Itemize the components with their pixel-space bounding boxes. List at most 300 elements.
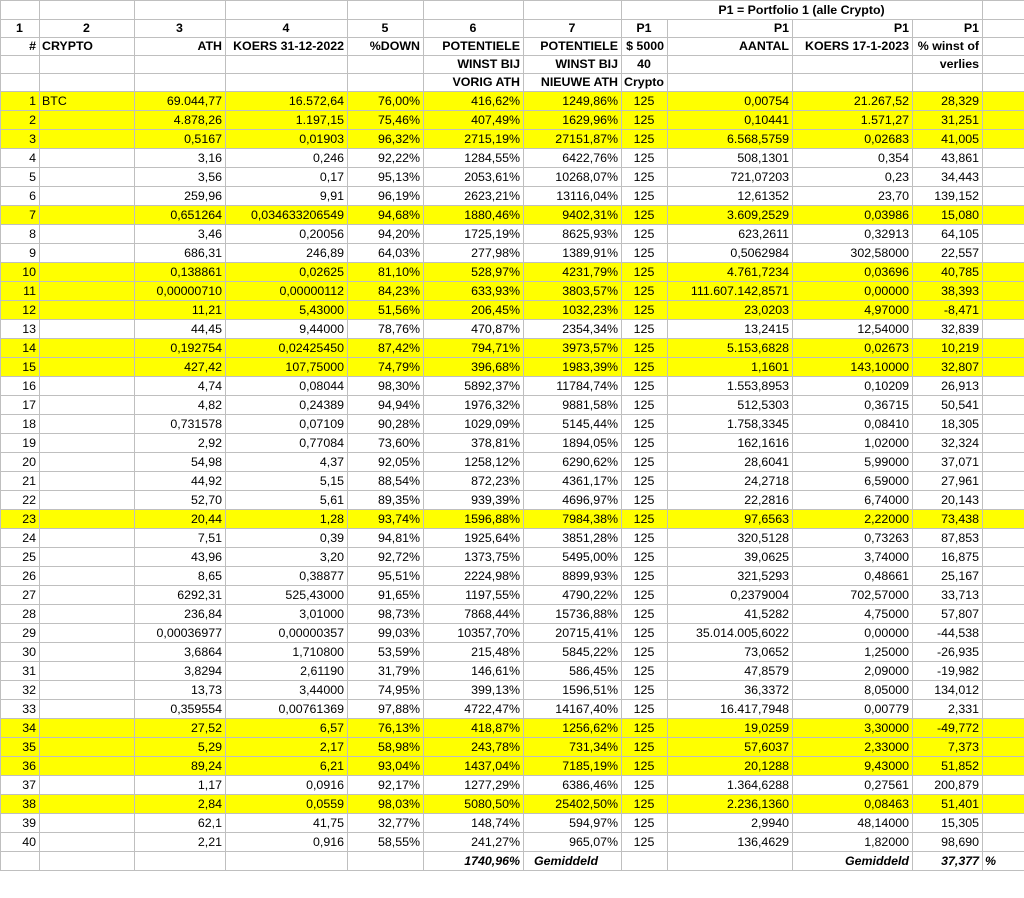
cell-aantal[interactable]: 0,2379004 xyxy=(668,586,793,605)
col-number[interactable]: 2 xyxy=(40,20,135,38)
cell-koers-now[interactable]: 1.571,27 xyxy=(793,111,913,130)
col-number[interactable]: 5 xyxy=(348,20,424,38)
cell-pot-nieuw[interactable]: 11784,74% xyxy=(524,377,622,396)
cell-index[interactable]: 37 xyxy=(1,776,40,795)
cell-down[interactable]: 94,20% xyxy=(348,225,424,244)
cell-ath[interactable]: 69.044,77 xyxy=(135,92,226,111)
cell-pot-nieuw[interactable]: 25402,50% xyxy=(524,795,622,814)
cell-down[interactable]: 51,56% xyxy=(348,301,424,320)
cell-index[interactable]: 13 xyxy=(1,320,40,339)
cell-aantal[interactable]: 320,5128 xyxy=(668,529,793,548)
cell-koers-now[interactable]: 12,54000 xyxy=(793,320,913,339)
cell-pot-vorig[interactable]: 146,61% xyxy=(424,662,524,681)
cell-crypto[interactable] xyxy=(40,643,135,662)
cell-aantal[interactable]: 36,3372 xyxy=(668,681,793,700)
cell-invest[interactable]: 125 xyxy=(622,453,668,472)
cell-koers-now[interactable]: 9,43000 xyxy=(793,757,913,776)
cell-winst[interactable]: 15,080 xyxy=(913,206,983,225)
cell-invest[interactable]: 125 xyxy=(622,415,668,434)
cell-koers[interactable]: 0,39 xyxy=(226,529,348,548)
cell-crypto[interactable] xyxy=(40,719,135,738)
cell[interactable] xyxy=(668,74,793,92)
cell-pot-vorig[interactable]: 939,39% xyxy=(424,491,524,510)
cell-invest[interactable]: 125 xyxy=(622,339,668,358)
header-down[interactable]: %DOWN xyxy=(348,38,424,56)
cell-index[interactable]: 4 xyxy=(1,149,40,168)
cell-crypto[interactable] xyxy=(40,339,135,358)
cell[interactable] xyxy=(793,56,913,74)
cell-aantal[interactable]: 1.758,3345 xyxy=(668,415,793,434)
cell-down[interactable]: 96,32% xyxy=(348,130,424,149)
cell[interactable] xyxy=(135,74,226,92)
cell-koers-now[interactable]: 302,58000 xyxy=(793,244,913,263)
cell[interactable] xyxy=(983,814,1024,833)
cell-aantal[interactable]: 20,1288 xyxy=(668,757,793,776)
cell-pot-nieuw[interactable]: 1894,05% xyxy=(524,434,622,453)
cell-pot-nieuw[interactable]: 586,45% xyxy=(524,662,622,681)
cell[interactable] xyxy=(524,1,622,20)
cell-aantal[interactable]: 0,5062984 xyxy=(668,244,793,263)
header-invest-3[interactable]: Crypto xyxy=(622,74,668,92)
cell[interactable] xyxy=(983,130,1024,149)
header-invest[interactable]: $ 5000 xyxy=(622,38,668,56)
cell-winst[interactable]: 18,305 xyxy=(913,415,983,434)
cell[interactable] xyxy=(983,92,1024,111)
cell-pot-nieuw[interactable]: 15736,88% xyxy=(524,605,622,624)
cell-koers-now[interactable]: 702,57000 xyxy=(793,586,913,605)
cell-down[interactable]: 94,81% xyxy=(348,529,424,548)
cell[interactable] xyxy=(40,1,135,20)
cell-winst[interactable]: 32,807 xyxy=(913,358,983,377)
cell-koers-now[interactable]: 2,22000 xyxy=(793,510,913,529)
cell[interactable] xyxy=(1,56,40,74)
cell-index[interactable]: 6 xyxy=(1,187,40,206)
cell-crypto[interactable] xyxy=(40,700,135,719)
cell-down[interactable]: 76,13% xyxy=(348,719,424,738)
cell-index[interactable]: 18 xyxy=(1,415,40,434)
cell-pot-nieuw[interactable]: 13116,04% xyxy=(524,187,622,206)
cell[interactable] xyxy=(1,74,40,92)
cell[interactable] xyxy=(983,662,1024,681)
cell-down[interactable]: 96,19% xyxy=(348,187,424,206)
cell-index[interactable]: 19 xyxy=(1,434,40,453)
cell-pot-nieuw[interactable]: 3803,57% xyxy=(524,282,622,301)
cell-invest[interactable]: 125 xyxy=(622,795,668,814)
cell-koers[interactable]: 6,57 xyxy=(226,719,348,738)
cell-ath[interactable]: 427,42 xyxy=(135,358,226,377)
cell-down[interactable]: 97,88% xyxy=(348,700,424,719)
cell-winst[interactable]: 15,305 xyxy=(913,814,983,833)
cell[interactable] xyxy=(983,738,1024,757)
cell-koers[interactable]: 1.197,15 xyxy=(226,111,348,130)
cell-koers-now[interactable]: 5,99000 xyxy=(793,453,913,472)
cell-crypto[interactable] xyxy=(40,206,135,225)
cell-pot-vorig[interactable]: 396,68% xyxy=(424,358,524,377)
cell-koers[interactable]: 0,00000357 xyxy=(226,624,348,643)
cell-ath[interactable]: 7,51 xyxy=(135,529,226,548)
cell-aantal[interactable]: 162,1616 xyxy=(668,434,793,453)
cell-winst[interactable]: 22,557 xyxy=(913,244,983,263)
cell-pot-nieuw[interactable]: 6422,76% xyxy=(524,149,622,168)
cell-winst[interactable]: 33,713 xyxy=(913,586,983,605)
col-number[interactable]: P1 xyxy=(668,20,793,38)
cell-down[interactable]: 88,54% xyxy=(348,472,424,491)
cell-winst[interactable]: 28,329 xyxy=(913,92,983,111)
cell-pot-vorig[interactable]: 418,87% xyxy=(424,719,524,738)
cell-index[interactable]: 5 xyxy=(1,168,40,187)
cell[interactable] xyxy=(40,74,135,92)
cell-invest[interactable]: 125 xyxy=(622,624,668,643)
cell-down[interactable]: 78,76% xyxy=(348,320,424,339)
cell-crypto[interactable] xyxy=(40,757,135,776)
cell[interactable] xyxy=(983,1,1024,20)
cell-koers[interactable]: 1,710800 xyxy=(226,643,348,662)
header-pot-nieuw-3[interactable]: NIEUWE ATH xyxy=(524,74,622,92)
cell-down[interactable]: 93,74% xyxy=(348,510,424,529)
cell-winst[interactable]: 139,152 xyxy=(913,187,983,206)
cell-index[interactable]: 11 xyxy=(1,282,40,301)
cell[interactable] xyxy=(424,1,524,20)
cell-ath[interactable]: 3,8294 xyxy=(135,662,226,681)
cell[interactable] xyxy=(1,1,40,20)
cell-ath[interactable]: 0,00036977 xyxy=(135,624,226,643)
cell-pot-vorig[interactable]: 470,87% xyxy=(424,320,524,339)
cell-down[interactable]: 87,42% xyxy=(348,339,424,358)
cell-ath[interactable]: 0,731578 xyxy=(135,415,226,434)
cell-koers[interactable]: 0,07109 xyxy=(226,415,348,434)
cell-down[interactable]: 74,95% xyxy=(348,681,424,700)
cell-index[interactable]: 8 xyxy=(1,225,40,244)
cell-koers[interactable]: 16.572,64 xyxy=(226,92,348,111)
cell-invest[interactable]: 125 xyxy=(622,263,668,282)
cell-crypto[interactable] xyxy=(40,795,135,814)
cell-aantal[interactable]: 16.417,7948 xyxy=(668,700,793,719)
cell[interactable] xyxy=(226,74,348,92)
cell-koers-now[interactable]: 4,97000 xyxy=(793,301,913,320)
cell-pot-vorig[interactable]: 872,23% xyxy=(424,472,524,491)
cell-crypto[interactable] xyxy=(40,244,135,263)
cell-ath[interactable]: 2,84 xyxy=(135,795,226,814)
cell-invest[interactable]: 125 xyxy=(622,206,668,225)
cell[interactable] xyxy=(983,301,1024,320)
cell-pot-vorig[interactable]: 528,97% xyxy=(424,263,524,282)
cell-invest[interactable]: 125 xyxy=(622,130,668,149)
cell-ath[interactable]: 0,359554 xyxy=(135,700,226,719)
cell-index[interactable]: 39 xyxy=(1,814,40,833)
cell-koers-now[interactable]: 3,30000 xyxy=(793,719,913,738)
cell-down[interactable]: 73,60% xyxy=(348,434,424,453)
cell-crypto[interactable] xyxy=(40,738,135,757)
cell-down[interactable]: 84,23% xyxy=(348,282,424,301)
cell-crypto[interactable] xyxy=(40,814,135,833)
cell-koers-now[interactable]: 4,75000 xyxy=(793,605,913,624)
cell-index[interactable]: 27 xyxy=(1,586,40,605)
cell-pot-nieuw[interactable]: 965,07% xyxy=(524,833,622,852)
cell-pot-vorig[interactable]: 1029,09% xyxy=(424,415,524,434)
cell-ath[interactable]: 5,29 xyxy=(135,738,226,757)
cell[interactable] xyxy=(983,719,1024,738)
cell[interactable] xyxy=(793,74,913,92)
cell-ath[interactable]: 4,82 xyxy=(135,396,226,415)
cell-pot-nieuw[interactable]: 6386,46% xyxy=(524,776,622,795)
cell-invest[interactable]: 125 xyxy=(622,700,668,719)
cell-invest[interactable]: 125 xyxy=(622,396,668,415)
cell-invest[interactable]: 125 xyxy=(622,472,668,491)
cell-winst[interactable]: 57,807 xyxy=(913,605,983,624)
cell-index[interactable]: 21 xyxy=(1,472,40,491)
cell-ath[interactable]: 3,6864 xyxy=(135,643,226,662)
cell[interactable] xyxy=(983,643,1024,662)
cell-koers[interactable]: 0,08044 xyxy=(226,377,348,396)
cell-ath[interactable]: 2,92 xyxy=(135,434,226,453)
cell-ath[interactable]: 11,21 xyxy=(135,301,226,320)
cell-down[interactable]: 98,73% xyxy=(348,605,424,624)
cell-ath[interactable]: 62,1 xyxy=(135,814,226,833)
cell-ath[interactable]: 686,31 xyxy=(135,244,226,263)
cell-pot-vorig[interactable]: 4722,47% xyxy=(424,700,524,719)
cell-pot-nieuw[interactable]: 20715,41% xyxy=(524,624,622,643)
cell-pot-nieuw[interactable]: 5495,00% xyxy=(524,548,622,567)
cell-down[interactable]: 95,51% xyxy=(348,567,424,586)
cell-ath[interactable]: 52,70 xyxy=(135,491,226,510)
cell-winst[interactable]: 34,443 xyxy=(913,168,983,187)
cell-pot-nieuw[interactable]: 1983,39% xyxy=(524,358,622,377)
cell-index[interactable]: 12 xyxy=(1,301,40,320)
cell-koers[interactable]: 3,44000 xyxy=(226,681,348,700)
cell-pot-nieuw[interactable]: 2354,34% xyxy=(524,320,622,339)
cell-down[interactable]: 64,03% xyxy=(348,244,424,263)
cell-aantal[interactable]: 47,8579 xyxy=(668,662,793,681)
cell-koers[interactable]: 0,02425450 xyxy=(226,339,348,358)
cell-koers[interactable]: 5,15 xyxy=(226,472,348,491)
cell-pot-nieuw[interactable]: 4361,17% xyxy=(524,472,622,491)
cell-koers[interactable]: 0,20056 xyxy=(226,225,348,244)
cell-koers-now[interactable]: 2,33000 xyxy=(793,738,913,757)
cell-aantal[interactable]: 39,0625 xyxy=(668,548,793,567)
cell-index[interactable]: 9 xyxy=(1,244,40,263)
cell-index[interactable]: 17 xyxy=(1,396,40,415)
col-number[interactable]: P1 xyxy=(913,20,983,38)
cell-crypto[interactable] xyxy=(40,377,135,396)
cell-ath[interactable]: 27,52 xyxy=(135,719,226,738)
cell-pot-nieuw[interactable]: 3851,28% xyxy=(524,529,622,548)
cell-pot-vorig[interactable]: 1197,55% xyxy=(424,586,524,605)
average-label[interactable]: Gemiddeld xyxy=(524,852,622,871)
cell-aantal[interactable]: 136,4629 xyxy=(668,833,793,852)
cell-koers[interactable]: 0,0916 xyxy=(226,776,348,795)
cell-koers[interactable]: 0,01903 xyxy=(226,130,348,149)
cell-pot-vorig[interactable]: 10357,70% xyxy=(424,624,524,643)
cell[interactable] xyxy=(983,510,1024,529)
cell-aantal[interactable]: 13,2415 xyxy=(668,320,793,339)
cell-ath[interactable]: 0,138861 xyxy=(135,263,226,282)
cell-pot-nieuw[interactable]: 1596,51% xyxy=(524,681,622,700)
cell-crypto[interactable] xyxy=(40,320,135,339)
cell-crypto[interactable] xyxy=(40,301,135,320)
cell-index[interactable]: 10 xyxy=(1,263,40,282)
cell-koers[interactable]: 0,0559 xyxy=(226,795,348,814)
cell-invest[interactable]: 125 xyxy=(622,187,668,206)
cell-crypto[interactable] xyxy=(40,187,135,206)
cell-crypto[interactable] xyxy=(40,833,135,852)
cell-pot-nieuw[interactable]: 1256,62% xyxy=(524,719,622,738)
cell-index[interactable]: 40 xyxy=(1,833,40,852)
cell-koers[interactable]: 0,24389 xyxy=(226,396,348,415)
header-winst-2[interactable]: verlies xyxy=(913,56,983,74)
cell-koers-now[interactable]: 0,02673 xyxy=(793,339,913,358)
col-number[interactable]: 6 xyxy=(424,20,524,38)
cell-index[interactable]: 36 xyxy=(1,757,40,776)
cell[interactable] xyxy=(135,56,226,74)
header-koers-now[interactable]: KOERS 17-1-2023 xyxy=(793,38,913,56)
cell-pot-vorig[interactable]: 2224,98% xyxy=(424,567,524,586)
cell-pot-vorig[interactable]: 378,81% xyxy=(424,434,524,453)
cell-koers-now[interactable]: 1,25000 xyxy=(793,643,913,662)
cell-koers[interactable]: 6,21 xyxy=(226,757,348,776)
cell-pot-vorig[interactable]: 241,27% xyxy=(424,833,524,852)
cell-winst[interactable]: 10,219 xyxy=(913,339,983,358)
cell-aantal[interactable]: 57,6037 xyxy=(668,738,793,757)
cell-winst[interactable]: -26,935 xyxy=(913,643,983,662)
cell-down[interactable]: 94,94% xyxy=(348,396,424,415)
cell-winst[interactable]: 51,852 xyxy=(913,757,983,776)
cell-koers-now[interactable]: 0,08463 xyxy=(793,795,913,814)
cell-crypto[interactable] xyxy=(40,510,135,529)
cell-winst[interactable]: 26,913 xyxy=(913,377,983,396)
col-number[interactable]: P1 xyxy=(793,20,913,38)
cell[interactable] xyxy=(348,852,424,871)
cell-koers[interactable]: 0,17 xyxy=(226,168,348,187)
cell-koers-now[interactable]: 0,73263 xyxy=(793,529,913,548)
cell-invest[interactable]: 125 xyxy=(622,586,668,605)
cell-koers-now[interactable]: 0,03986 xyxy=(793,206,913,225)
cell-aantal[interactable]: 2,9940 xyxy=(668,814,793,833)
cell-pot-vorig[interactable]: 2715,19% xyxy=(424,130,524,149)
cell-aantal[interactable]: 12,61352 xyxy=(668,187,793,206)
cell-pot-nieuw[interactable]: 10268,07% xyxy=(524,168,622,187)
cell-koers[interactable]: 1,28 xyxy=(226,510,348,529)
cell-koers-now[interactable]: 6,59000 xyxy=(793,472,913,491)
cell-koers-now[interactable]: 143,10000 xyxy=(793,358,913,377)
cell-koers-now[interactable]: 0,02683 xyxy=(793,130,913,149)
cell-ath[interactable]: 0,192754 xyxy=(135,339,226,358)
cell[interactable] xyxy=(983,320,1024,339)
cell-crypto[interactable] xyxy=(40,662,135,681)
cell-aantal[interactable]: 5.153,6828 xyxy=(668,339,793,358)
cell-down[interactable]: 93,04% xyxy=(348,757,424,776)
cell-index[interactable]: 20 xyxy=(1,453,40,472)
cell-koers[interactable]: 525,43000 xyxy=(226,586,348,605)
cell[interactable] xyxy=(226,852,348,871)
cell-winst[interactable]: -49,772 xyxy=(913,719,983,738)
cell-index[interactable]: 22 xyxy=(1,491,40,510)
cell-koers-now[interactable]: 21.267,52 xyxy=(793,92,913,111)
cell-aantal[interactable]: 4.761,7234 xyxy=(668,263,793,282)
cell-aantal[interactable]: 41,5282 xyxy=(668,605,793,624)
cell-winst[interactable]: 27,961 xyxy=(913,472,983,491)
cell-pot-nieuw[interactable]: 27151,87% xyxy=(524,130,622,149)
cell-index[interactable]: 34 xyxy=(1,719,40,738)
cell-invest[interactable]: 125 xyxy=(622,757,668,776)
cell-ath[interactable]: 1,17 xyxy=(135,776,226,795)
cell-pot-vorig[interactable]: 2053,61% xyxy=(424,168,524,187)
portfolio-title[interactable]: P1 = Portfolio 1 (alle Crypto) xyxy=(622,1,983,20)
cell[interactable] xyxy=(668,852,793,871)
cell-aantal[interactable]: 512,5303 xyxy=(668,396,793,415)
cell-crypto[interactable] xyxy=(40,548,135,567)
cell-koers-now[interactable]: 8,05000 xyxy=(793,681,913,700)
cell[interactable] xyxy=(983,434,1024,453)
cell-koers[interactable]: 0,034633206549 xyxy=(226,206,348,225)
cell-invest[interactable]: 125 xyxy=(622,111,668,130)
cell-winst[interactable]: 16,875 xyxy=(913,548,983,567)
header-pot-vorig-3[interactable]: VORIG ATH xyxy=(424,74,524,92)
cell-pot-nieuw[interactable]: 4696,97% xyxy=(524,491,622,510)
cell-pot-nieuw[interactable]: 6290,62% xyxy=(524,453,622,472)
cell-down[interactable]: 92,22% xyxy=(348,149,424,168)
cell-invest[interactable]: 125 xyxy=(622,434,668,453)
cell[interactable] xyxy=(983,168,1024,187)
cell[interactable] xyxy=(622,852,668,871)
cell-pot-vorig[interactable]: 1725,19% xyxy=(424,225,524,244)
cell[interactable] xyxy=(983,38,1024,56)
cell-koers[interactable]: 246,89 xyxy=(226,244,348,263)
header-aantal[interactable]: AANTAL xyxy=(668,38,793,56)
cell-invest[interactable]: 125 xyxy=(622,282,668,301)
cell-pot-nieuw[interactable]: 5845,22% xyxy=(524,643,622,662)
cell[interactable] xyxy=(983,586,1024,605)
cell-aantal[interactable]: 2.236,1360 xyxy=(668,795,793,814)
cell-pot-vorig[interactable]: 2623,21% xyxy=(424,187,524,206)
cell-koers-now[interactable]: 2,09000 xyxy=(793,662,913,681)
cell-pot-vorig[interactable]: 148,74% xyxy=(424,814,524,833)
cell-down[interactable]: 58,55% xyxy=(348,833,424,852)
cell-pot-vorig[interactable]: 5080,50% xyxy=(424,795,524,814)
cell[interactable] xyxy=(135,1,226,20)
cell[interactable] xyxy=(983,795,1024,814)
cell-koers[interactable]: 3,01000 xyxy=(226,605,348,624)
cell-koers[interactable]: 2,61190 xyxy=(226,662,348,681)
cell-crypto[interactable] xyxy=(40,130,135,149)
cell-pot-vorig[interactable]: 215,48% xyxy=(424,643,524,662)
cell-aantal[interactable]: 3.609,2529 xyxy=(668,206,793,225)
cell-ath[interactable]: 13,73 xyxy=(135,681,226,700)
cell-index[interactable]: 25 xyxy=(1,548,40,567)
cell-crypto[interactable] xyxy=(40,776,135,795)
cell-koers[interactable]: 9,91 xyxy=(226,187,348,206)
cell-winst[interactable]: 200,879 xyxy=(913,776,983,795)
cell-invest[interactable]: 125 xyxy=(622,529,668,548)
cell-down[interactable]: 95,13% xyxy=(348,168,424,187)
cell-crypto[interactable] xyxy=(40,681,135,700)
cell-pot-nieuw[interactable]: 9402,31% xyxy=(524,206,622,225)
cell-koers-now[interactable]: 23,70 xyxy=(793,187,913,206)
cell-invest[interactable]: 125 xyxy=(622,719,668,738)
header-koers[interactable]: KOERS 31-12-2022 xyxy=(226,38,348,56)
cell-koers[interactable]: 107,75000 xyxy=(226,358,348,377)
cell-pot-vorig[interactable]: 416,62% xyxy=(424,92,524,111)
cell-koers[interactable]: 4,37 xyxy=(226,453,348,472)
cell[interactable] xyxy=(983,377,1024,396)
cell-koers-now[interactable]: 0,48661 xyxy=(793,567,913,586)
cell-index[interactable]: 35 xyxy=(1,738,40,757)
cell[interactable] xyxy=(1,852,40,871)
average-pot-vorig[interactable]: 1740,96% xyxy=(424,852,524,871)
cell-aantal[interactable]: 321,5293 xyxy=(668,567,793,586)
cell-koers[interactable]: 0,246 xyxy=(226,149,348,168)
cell-pot-nieuw[interactable]: 594,97% xyxy=(524,814,622,833)
cell-aantal[interactable]: 623,2611 xyxy=(668,225,793,244)
